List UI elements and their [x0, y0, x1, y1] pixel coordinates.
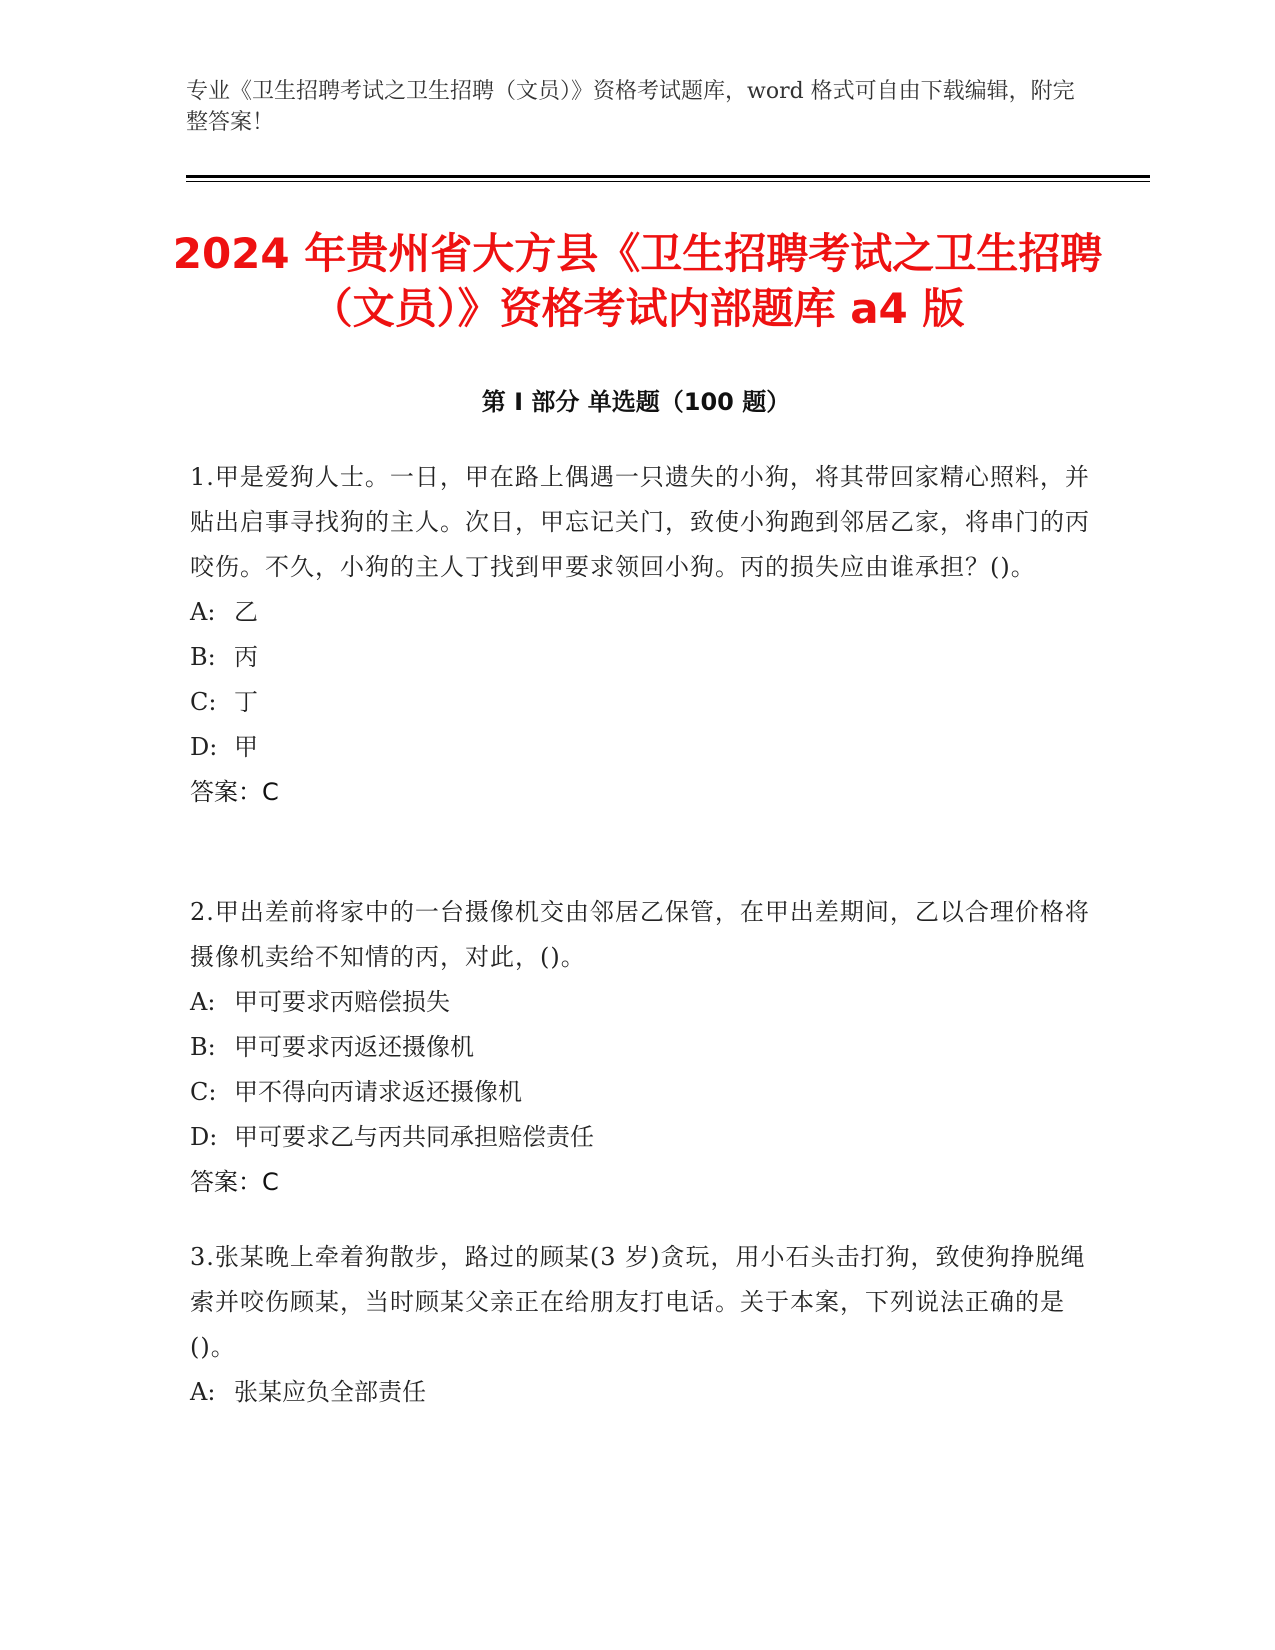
option-text: 甲可要求丙赔偿损失	[234, 988, 450, 1016]
question-1	[190, 455, 1090, 815]
option-text: 甲可要求丙返还摄像机	[234, 1033, 474, 1061]
header-note: 专业《卫生招聘考试之卫生招聘（文员）》资格考试题库，word 格式可自由下载编辑，附完整答案！	[186, 79, 1075, 135]
question-2	[190, 890, 1090, 1205]
header-divider-thick	[186, 175, 1150, 178]
option-c	[190, 1070, 1090, 1115]
option-key: D:	[190, 1123, 218, 1151]
option-b	[190, 635, 1090, 680]
option-a	[190, 590, 1090, 635]
section-title: 第 I 部分 单选题（100 题）	[481, 388, 791, 416]
option-text: 甲	[234, 733, 258, 761]
option-key: A:	[190, 1378, 216, 1406]
document-title: 2024 年贵州省大方县《卫生招聘考试之卫生招聘（文员）》资格考试内部题库 a4 版	[172, 229, 1103, 333]
header-divider-thin	[186, 181, 1150, 182]
option-key: B:	[190, 1033, 216, 1061]
answer-line: 答案：C	[190, 778, 279, 806]
option-text: 甲可要求乙与丙共同承担赔偿责任	[234, 1123, 594, 1151]
option-d	[190, 725, 1090, 770]
option-key: C:	[190, 1078, 217, 1106]
question-text: 3.张某晚上牵着狗散步，路过的顾某(3 岁)贪玩，用小石头击打狗，致使狗挣脱绳索并咬伤顾某，当时顾某父亲正在给朋友打电话。关于本案，下列说法正确的是()。	[190, 1243, 1086, 1361]
option-key: B:	[190, 643, 216, 671]
option-key: D:	[190, 733, 218, 761]
option-b	[190, 1025, 1090, 1070]
option-text: 丁	[234, 688, 258, 716]
question-text: 2.甲出差前将家中的一台摄像机交由邻居乙保管，在甲出差期间，乙以合理价格将摄像机卖给不知情的丙，对此，()。	[190, 898, 1090, 971]
option-a	[190, 1370, 1090, 1415]
option-text: 乙	[234, 598, 258, 626]
option-c	[190, 680, 1090, 725]
answer-line: 答案：C	[190, 1168, 279, 1196]
option-text: 甲不得向丙请求返还摄像机	[234, 1078, 522, 1106]
option-d	[190, 1115, 1090, 1160]
option-key: A:	[190, 988, 216, 1016]
option-a	[190, 980, 1090, 1025]
option-key: C:	[190, 688, 217, 716]
option-text: 张某应负全部责任	[234, 1378, 426, 1406]
option-key: A:	[190, 598, 216, 626]
option-text: 丙	[234, 643, 258, 671]
question-text: 1.甲是爱狗人士。一日，甲在路上偶遇一只遗失的小狗，将其带回家精心照料，并贴出启事寻找狗的主人。次日，甲忘记关门，致使小狗跑到邻居乙家，将串门的丙咬伤。不久，小狗的主人丁找到甲要求领回小狗。丙的损失应由谁承担？()。	[190, 463, 1090, 581]
question-3	[190, 1235, 1090, 1415]
